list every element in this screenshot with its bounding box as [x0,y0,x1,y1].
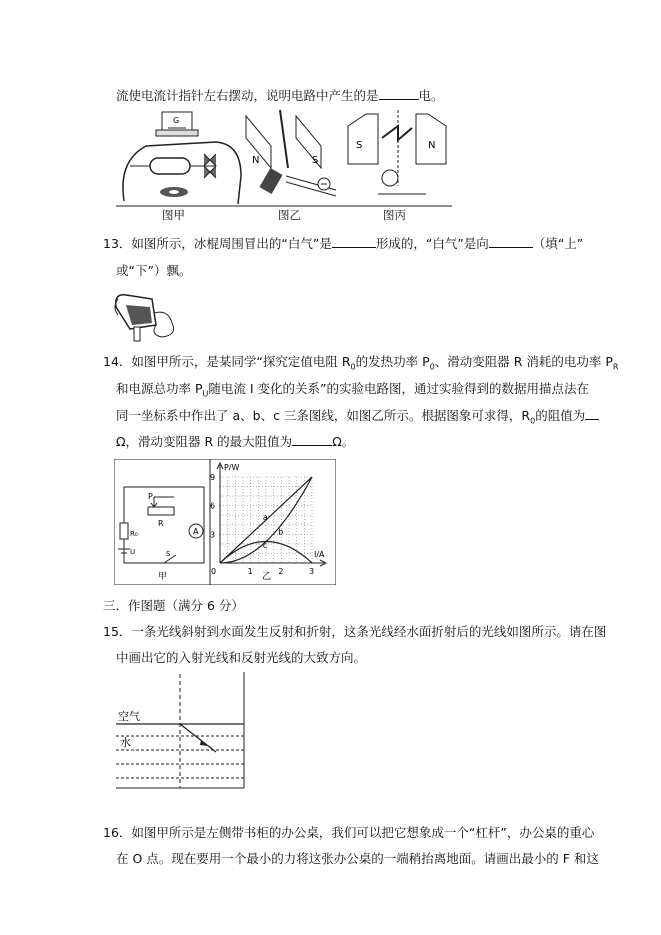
q15-line2: 中画出它的入射光线和反射光线的大致方向。 [116,650,367,665]
slider-label-p: P [148,492,153,501]
q14-line3: 同一坐标系中作出了 a、b、c 三条图线，如图乙所示。根据图象可求得，$R_0$的阻值为 [116,406,599,431]
q15-figure [116,672,246,790]
ammeter-label: A [193,527,199,536]
switch-label: S [166,550,171,558]
q13-line2: 或“下”）飘。 [116,263,192,278]
q16-line1: 16．如图甲所示是左侧带书柜的办公桌，我们可以把它想象成一个“杠杆”，办公桌的重心 [103,825,595,840]
figure-bing [342,110,452,206]
y-tick-label: 9 [210,473,216,482]
svg-text:S: S [356,140,363,151]
q15-line1: 15．一条光线斜射到水面发生反射和折射，这条光线经水面折射后的光线如图所示。请在图 [103,624,607,639]
answer-blank[interactable] [379,86,419,100]
x-tick-label: 3 [309,567,315,576]
q14-line2: 和电源总功率 $P_U$随电流 I 变化的关系”的实验电路图，通过实验得到的数据用描点法在 [116,381,589,399]
water-label: 水 [120,736,131,749]
x-tick-label: 0 [211,567,217,576]
series-label-b: b [278,527,284,537]
circuit-diagram [118,487,204,582]
answer-blank[interactable] [332,234,376,248]
y-tick-label: 6 [210,501,216,511]
q14-line4: Ω，滑动变阻器 R 的最大阻值为 Ω。 [116,434,355,449]
series-label-c: c [262,541,268,551]
svg-text:N: N [428,140,436,151]
section-3-title: 三．作图题（满分 6 分） [103,598,244,613]
answer-blank[interactable] [292,432,332,446]
figure-yi [246,110,342,206]
q13-line1: 13．如图所示，冰棍周围冒出的“白气”是 形成的，“白气”是向 （填“上” [103,236,584,251]
q14-line1: 14．如图甲所示，是某同学“探究定值电阻 $R_0$的发热功率 $P_0$、滑动变阻器 R 消耗的电功率 $P_R$ [103,354,619,372]
source-label: U [130,548,136,556]
y-tick-label: 3 [210,530,216,540]
graph-caption: 乙 [262,572,272,582]
figure-jia [116,112,246,206]
popsicle-figure [112,285,182,347]
figure-caption-bing: 图丙 [383,208,406,222]
air-label: 空气 [118,710,140,723]
q16-line2: 在 O 点。现在要用一个最小的力将这张办公桌的一端稍抬离地面。请画出最小的 F 和这 [116,851,599,866]
figure-caption-yi: 图乙 [278,208,301,222]
power-current-graph [210,463,326,582]
x-tick-label: 2 [278,567,284,576]
refracted-ray [180,724,216,752]
svg-text:N: N [252,155,260,166]
rheostat-label: R [158,519,164,528]
x-tick-label: 1 [247,567,253,576]
galvanometer-label: G [173,116,180,125]
answer-blank[interactable] [585,406,599,420]
x-axis-label: I/A [314,550,325,559]
answer-blank[interactable] [489,234,533,248]
q14-figure [114,459,336,585]
series-label-a: a [262,513,268,522]
q12-text-line: 流使电流计指针左右摆动，说明电路中产生的是 电。 [116,88,444,103]
r0-label: R₀ [130,530,138,538]
figure-caption-jia: 图甲 [162,208,185,222]
circuit-caption: 甲 [158,572,168,582]
y-axis-label: P/W [224,463,240,472]
svg-text:S: S [312,155,319,166]
